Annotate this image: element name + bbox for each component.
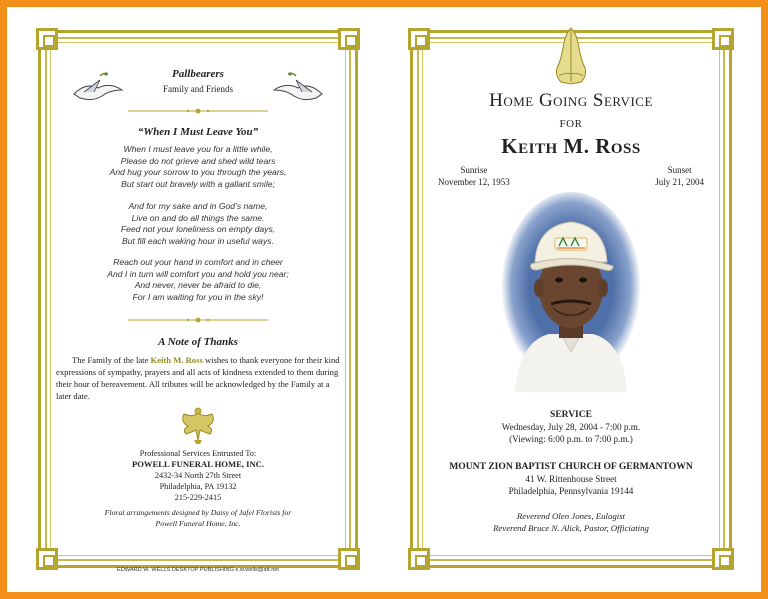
floral-credit-line: Floral arrangements designed by Daisy of Jafel Florists for (104, 508, 292, 517)
frame-corner (712, 548, 734, 570)
poem-line: Reach out your hand in comfort and in cheer (113, 257, 283, 267)
viewing-time: (Viewing: 6:00 p.m. to 7:00 p.m.) (509, 434, 633, 444)
funeral-home-city: Philadelphia, PA 19132 (159, 482, 237, 491)
service-block (430, 408, 712, 445)
poem-line: But start out bravely with a gallant smile; (121, 178, 275, 189)
left-panel (38, 30, 358, 568)
ornamental-divider (128, 317, 268, 323)
poem-stanza (58, 257, 338, 303)
floral-credit (58, 508, 338, 529)
poem-line: And never, never be afraid to die, (134, 280, 262, 291)
frame-corner (408, 548, 430, 570)
poem-line: Live on and do all things the same. (131, 212, 265, 223)
poem-line: And I in turn will comfort you and hold you near; (107, 268, 289, 279)
officiants-block (430, 510, 712, 534)
sunset-date: July 21, 2004 (655, 177, 704, 187)
poem-line: Please do not grieve and shed wild tears (120, 155, 276, 166)
service-date: Wednesday, July 28, 2004 - 7:00 p.m. (501, 422, 641, 432)
poem-line: And for my sake and in God’s name, (128, 201, 268, 211)
publisher-footer: EDWARD W. WELLS DESKTOP PUBLISHING e.w.wells@att.net (117, 567, 279, 573)
church-street: 41 W. Rittenhouse Street (525, 474, 617, 484)
sunrise-label: Sunrise (460, 165, 488, 175)
funeral-home-block (58, 448, 338, 503)
funeral-home-phone: 215-229-2415 (174, 493, 222, 502)
right-panel (410, 30, 732, 568)
poem-line: Feed not your loneliness on empty days, (120, 224, 276, 235)
poem-line: And hug your sorrow to you through the years, (109, 167, 287, 178)
frame-corner (408, 28, 430, 50)
note-text: wishes to thank everyone for their kind expressions of sympathy, prayers and all acts of kindness extended to them during their hour of bereavement. All tributes will be acknowledged by the Family at a later date. (56, 355, 340, 401)
funeral-home-name: POWELL FUNERAL HOME, INC. (131, 459, 265, 469)
church-block (430, 460, 712, 497)
poem-line: When I must leave you for a little while, (123, 144, 273, 154)
services-label: Professional Services Entrusted To: (139, 449, 257, 458)
frame-corner (712, 28, 734, 50)
frame-corner (338, 28, 360, 50)
poem-line: For I am waiting for you in the sky! (132, 291, 264, 302)
for-label: FOR (559, 118, 583, 130)
sunset-label: Sunset (667, 165, 692, 175)
eagle-emblem-icon (176, 404, 220, 446)
sunset-block (655, 164, 704, 188)
portrait-photo (501, 192, 641, 392)
pallbearers-title: Pallbearers (172, 68, 224, 80)
service-label: SERVICE (550, 410, 592, 420)
officiating-pastor: Reverend Bruce N. Alick, Pastor, Officiating (493, 523, 649, 533)
praying-hands-icon (551, 24, 591, 88)
note-text: The Family of the late (72, 355, 151, 365)
sunrise-date: November 12, 1953 (438, 177, 510, 187)
frame-corner (36, 28, 58, 50)
poem-line: But fill each waking hour in useful ways. (122, 235, 274, 246)
ornamental-divider (128, 108, 268, 114)
note-title: A Note of Thanks (158, 336, 238, 348)
pallbearers-subtitle: Family and Friends (163, 84, 233, 94)
sunrise-block (438, 164, 510, 188)
poem-title: “When I Must Leave You” (137, 126, 259, 138)
service-title: Home Going Service (489, 90, 653, 111)
deceased-name-title: Keith M. Ross (501, 134, 641, 158)
funeral-home-street: 2432-34 North 27th Street (154, 471, 242, 480)
deceased-name: Keith M. Ross (150, 355, 203, 365)
note-of-thanks (56, 354, 340, 402)
poem-stanza (58, 201, 338, 247)
eulogist: Reverend Olen Jones, Eulogist (516, 511, 626, 521)
church-name: MOUNT ZION BAPTIST CHURCH OF GERMANTOWN (449, 461, 693, 472)
poem-stanza (58, 144, 338, 190)
church-city: Philadelphia, Pennsylvania 19144 (508, 486, 634, 496)
floral-credit-line: Powell Funeral Home, Inc. (155, 518, 241, 528)
